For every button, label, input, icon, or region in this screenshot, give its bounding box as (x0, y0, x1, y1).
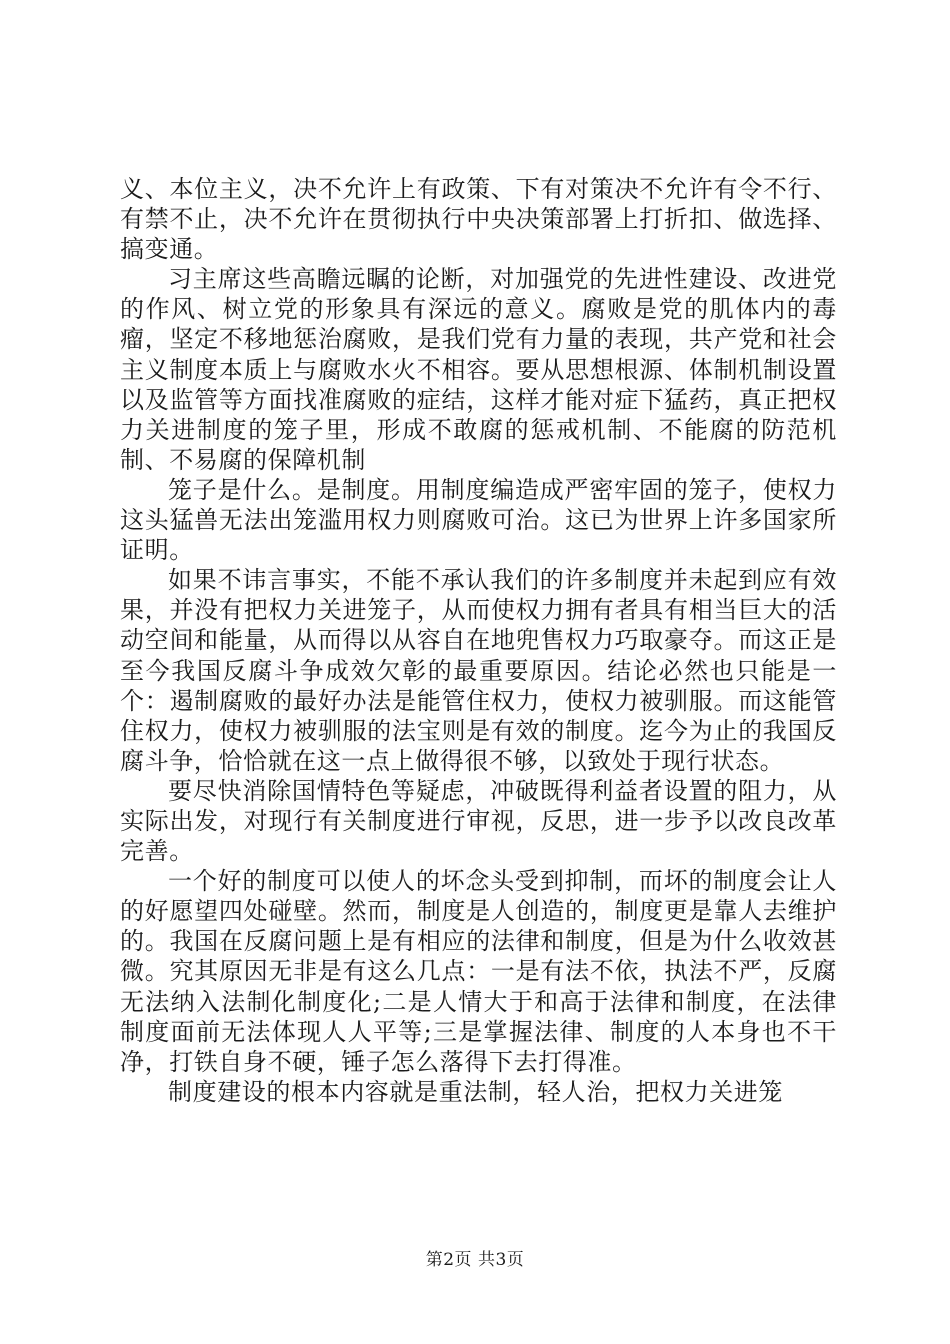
paragraph-3: 笼子是什么。是制度。用制度编造成严密牢固的笼子，使权力这头猛兽无法出笼滥用权力则腐败可治。这已为世界上许多国家所证明。 (120, 475, 837, 565)
paragraph-7: 制度建设的根本内容就是重法制，轻人治，把权力关进笼 (168, 1077, 783, 1106)
paragraph-6: 一个好的制度可以使人的坏念头受到抑制，而坏的制度会让人的好愿望四处碰壁。然而，制度是人创造的，制度更是靠人去维护的。我国在反腐问题上是有相应的法律和制度，但是为什么收效甚微。究其原因无非是有这么几点：一是有法不依，执法不严，反腐无法纳入法制化制度化;二是人情大于和高于法律和制度，在法律制度面前无法体现人人平等;三是掌握法律、制度的人本身也不干净，打铁自身不硬，锤子怎么落得下去打得准。 (120, 867, 837, 1076)
paragraph-5: 要尽快消除国情特色等疑虑，冲破既得利益者设置的阻力，从实际出发，对现行有关制度进行审视，反思，进一步予以改良改革完善。 (120, 776, 837, 866)
page-footer: 第2页 共3页 (425, 1250, 525, 1270)
paragraph-4: 如果不讳言事实，不能不承认我们的许多制度并未起到应有效果，并没有把权力关进笼子，从而使权力拥有者具有相当巨大的活动空间和能量，从而得以从容自在地兜售权力巧取豪夺。而这正是至今我国反腐斗争成效欠彰的最重要原因。结论必然也只能是一个：遏制腐败的最好办法是能管住权力，使权力被驯服。而这能管住权力，使权力被驯服的法宝则是有效的制度。迄今为止的我国反腐斗争，恰恰就在这一点上做得很不够，以致处于现行状态。 (120, 566, 837, 775)
paragraph-2: 习主席这些高瞻远瞩的论断，对加强党的先进性建设、改进党的作风、树立党的形象具有深远的意义。腐败是党的肌体内的毒瘤，坚定不移地惩治腐败，是我们党有力量的表现，共产党和社会主义制度本质上与腐败水火不相容。要从思想根源、体制机制设置以及监管等方面找准腐败的症结，这样才能对症下猛药，真正把权力关进制度的笼子里，形成不敢腐的惩戒机制、不能腐的防范机制、不易腐的保障机制 (120, 265, 837, 474)
document-body (120, 174, 837, 1107)
paragraph-1: 义、本位主义，决不允许上有政策、下有对策决不允许有令不行、有禁不止，决不允许在贯彻执行中央决策部署上打折扣、做选择、搞变通。 (120, 175, 837, 264)
